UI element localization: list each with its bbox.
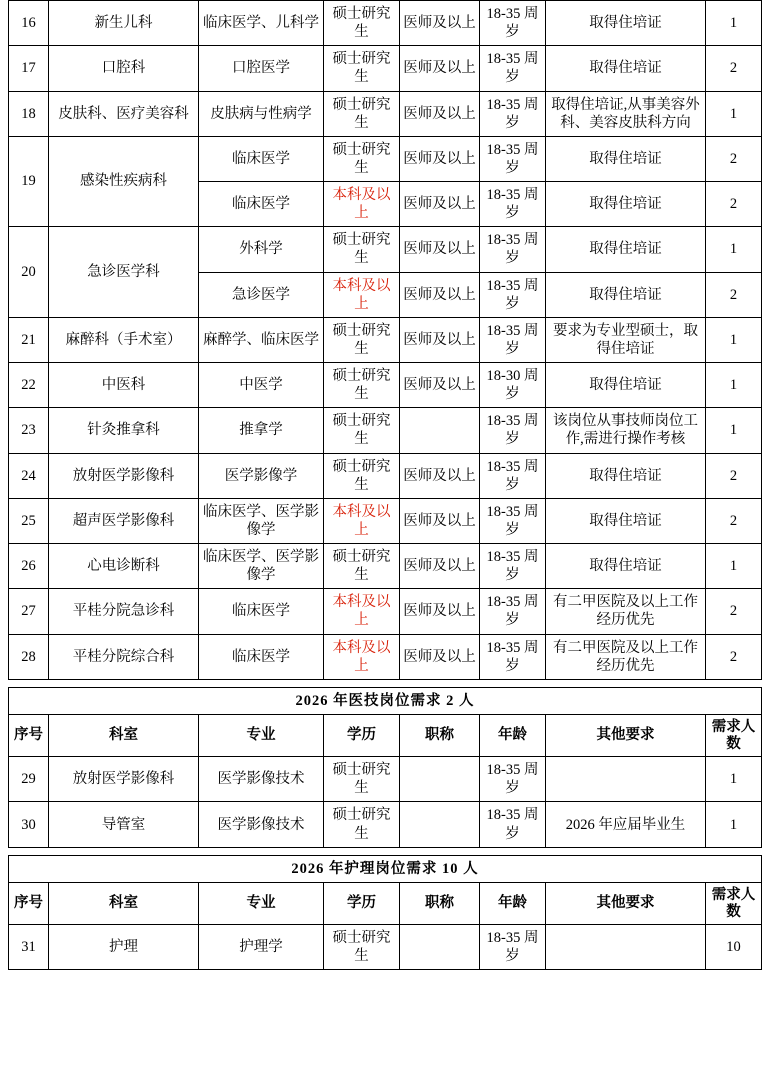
- cell-other: 取得住培证: [546, 363, 706, 408]
- cell-title: 医师及以上: [400, 544, 480, 589]
- cell-major: 临床医学、医学影像学: [199, 544, 324, 589]
- medical-tech-header-row: [9, 714, 762, 756]
- cell-age: 18-35 周岁: [480, 634, 546, 679]
- cell-title: [400, 802, 480, 847]
- cell-title: 医师及以上: [400, 363, 480, 408]
- medical-tech-positions-table: [8, 687, 762, 848]
- cell-age: 18-35 周岁: [480, 757, 546, 802]
- nursing-body: [9, 855, 762, 970]
- cell-title: 医师及以上: [400, 136, 480, 181]
- cell-age: 18-35 周岁: [480, 408, 546, 453]
- cell-age: 18-30 周岁: [480, 363, 546, 408]
- cell-major: 中医学: [199, 363, 324, 408]
- cell-edu: 硕士研究生: [324, 363, 400, 408]
- cell-no: 20: [9, 227, 49, 318]
- table-row: [9, 317, 762, 362]
- cell-age: 18-35 周岁: [480, 802, 546, 847]
- cell-major: 皮肤病与性病学: [199, 91, 324, 136]
- cell-other: 取得住培证: [546, 544, 706, 589]
- cell-edu: 硕士研究生: [324, 46, 400, 91]
- cell-age: 18-35 周岁: [480, 46, 546, 91]
- cell-no: 31: [9, 925, 49, 970]
- nursing-header-row: [9, 882, 762, 924]
- cell-age: 18-35 周岁: [480, 1, 546, 46]
- cell-major: 医学影像学: [199, 453, 324, 498]
- cell-dept: 心电诊断科: [49, 544, 199, 589]
- table-row: [9, 634, 762, 679]
- cell-edu: 硕士研究生: [324, 757, 400, 802]
- header-dept: 科室: [49, 714, 199, 756]
- cell-edu: 本科及以上: [324, 589, 400, 634]
- cell-no: 28: [9, 634, 49, 679]
- cell-other: [546, 925, 706, 970]
- header-title: 职称: [400, 882, 480, 924]
- cell-other: 取得住培证: [546, 182, 706, 227]
- cell-title: 医师及以上: [400, 453, 480, 498]
- cell-edu: 本科及以上: [324, 272, 400, 317]
- cell-major: 临床医学: [199, 182, 324, 227]
- clinical-positions-body: [9, 1, 762, 680]
- cell-dept: 中医科: [49, 363, 199, 408]
- cell-count: 1: [706, 227, 762, 272]
- cell-dept: 皮肤科、医疗美容科: [49, 91, 199, 136]
- cell-title: 医师及以上: [400, 91, 480, 136]
- cell-major: 口腔医学: [199, 46, 324, 91]
- header-title: 职称: [400, 714, 480, 756]
- cell-title: 医师及以上: [400, 46, 480, 91]
- cell-dept: 麻醉科（手术室）: [49, 317, 199, 362]
- cell-count: 2: [706, 46, 762, 91]
- cell-count: 1: [706, 544, 762, 589]
- table-row: [9, 363, 762, 408]
- cell-count: 1: [706, 91, 762, 136]
- cell-count: 10: [706, 925, 762, 970]
- cell-title: [400, 925, 480, 970]
- cell-dept: 急诊医学科: [49, 227, 199, 318]
- cell-no: 23: [9, 408, 49, 453]
- header-count: 需求人数: [706, 714, 762, 756]
- table-row: [9, 589, 762, 634]
- clinical-positions-table: [8, 0, 762, 680]
- cell-edu: 硕士研究生: [324, 1, 400, 46]
- cell-age: 18-35 周岁: [480, 317, 546, 362]
- cell-edu: 硕士研究生: [324, 925, 400, 970]
- cell-major: 临床医学: [199, 634, 324, 679]
- medical-tech-section-title: 2026 年医技岗位需求 2 人: [9, 687, 762, 714]
- table-row: [9, 136, 762, 181]
- cell-dept: 超声医学影像科: [49, 498, 199, 543]
- nursing-section-title-row: [9, 855, 762, 882]
- cell-major: 护理学: [199, 925, 324, 970]
- cell-major: 临床医学: [199, 136, 324, 181]
- cell-title: 医师及以上: [400, 182, 480, 227]
- cell-count: 1: [706, 363, 762, 408]
- table-row: [9, 227, 762, 272]
- cell-no: 29: [9, 757, 49, 802]
- table-row: [9, 46, 762, 91]
- cell-age: 18-35 周岁: [480, 589, 546, 634]
- cell-other: 该岗位从事技师岗位工作,需进行操作考核: [546, 408, 706, 453]
- cell-edu: 硕士研究生: [324, 453, 400, 498]
- header-count: 需求人数: [706, 882, 762, 924]
- table-row: [9, 91, 762, 136]
- cell-count: 1: [706, 1, 762, 46]
- cell-title: 医师及以上: [400, 589, 480, 634]
- cell-no: 26: [9, 544, 49, 589]
- table-row: [9, 544, 762, 589]
- cell-dept: 新生儿科: [49, 1, 199, 46]
- cell-age: 18-35 周岁: [480, 453, 546, 498]
- cell-edu: 硕士研究生: [324, 227, 400, 272]
- cell-count: 2: [706, 182, 762, 227]
- cell-edu: 本科及以上: [324, 634, 400, 679]
- table-row: [9, 757, 762, 802]
- cell-major: 临床医学: [199, 589, 324, 634]
- cell-age: 18-35 周岁: [480, 544, 546, 589]
- table-row: [9, 453, 762, 498]
- header-no: 序号: [9, 882, 49, 924]
- cell-other: 取得住培证: [546, 136, 706, 181]
- medical-tech-body: [9, 687, 762, 847]
- cell-no: 19: [9, 136, 49, 227]
- cell-other: 有二甲医院及以上工作经历优先: [546, 589, 706, 634]
- cell-dept: 平桂分院急诊科: [49, 589, 199, 634]
- cell-age: 18-35 周岁: [480, 925, 546, 970]
- cell-count: 1: [706, 317, 762, 362]
- cell-other: 要求为专业型硕士，取得住培证: [546, 317, 706, 362]
- cell-dept: 导管室: [49, 802, 199, 847]
- cell-other: 取得住培证: [546, 227, 706, 272]
- header-edu: 学历: [324, 882, 400, 924]
- cell-major: 临床医学、医学影像学: [199, 498, 324, 543]
- cell-no: 21: [9, 317, 49, 362]
- cell-title: [400, 408, 480, 453]
- header-major: 专业: [199, 714, 324, 756]
- cell-other: 取得住培证: [546, 272, 706, 317]
- cell-other: [546, 757, 706, 802]
- cell-dept: 口腔科: [49, 46, 199, 91]
- cell-major: 推拿学: [199, 408, 324, 453]
- cell-count: 1: [706, 802, 762, 847]
- cell-no: 30: [9, 802, 49, 847]
- cell-other: 2026 年应届毕业生: [546, 802, 706, 847]
- cell-edu: 硕士研究生: [324, 544, 400, 589]
- cell-title: 医师及以上: [400, 1, 480, 46]
- cell-age: 18-35 周岁: [480, 136, 546, 181]
- cell-count: 2: [706, 498, 762, 543]
- cell-age: 18-35 周岁: [480, 182, 546, 227]
- header-dept: 科室: [49, 882, 199, 924]
- cell-count: 2: [706, 453, 762, 498]
- cell-no: 25: [9, 498, 49, 543]
- header-age: 年龄: [480, 882, 546, 924]
- cell-major: 急诊医学: [199, 272, 324, 317]
- cell-major: 医学影像技术: [199, 757, 324, 802]
- cell-title: [400, 757, 480, 802]
- header-no: 序号: [9, 714, 49, 756]
- nursing-section-title: 2026 年护理岗位需求 10 人: [9, 855, 762, 882]
- cell-edu: 本科及以上: [324, 498, 400, 543]
- header-other: 其他要求: [546, 714, 706, 756]
- cell-dept: 放射医学影像科: [49, 757, 199, 802]
- cell-dept: 护理: [49, 925, 199, 970]
- cell-title: 医师及以上: [400, 498, 480, 543]
- cell-count: 2: [706, 589, 762, 634]
- cell-edu: 硕士研究生: [324, 136, 400, 181]
- cell-other: 取得住培证,从事美容外科、美容皮肤科方向: [546, 91, 706, 136]
- cell-count: 2: [706, 136, 762, 181]
- cell-age: 18-35 周岁: [480, 91, 546, 136]
- cell-major: 医学影像技术: [199, 802, 324, 847]
- cell-dept: 放射医学影像科: [49, 453, 199, 498]
- header-major: 专业: [199, 882, 324, 924]
- cell-age: 18-35 周岁: [480, 272, 546, 317]
- cell-age: 18-35 周岁: [480, 227, 546, 272]
- cell-major: 临床医学、儿科学: [199, 1, 324, 46]
- header-other: 其他要求: [546, 882, 706, 924]
- cell-count: 2: [706, 634, 762, 679]
- cell-edu: 硕士研究生: [324, 317, 400, 362]
- cell-count: 1: [706, 408, 762, 453]
- cell-dept: 针灸推拿科: [49, 408, 199, 453]
- cell-title: 医师及以上: [400, 227, 480, 272]
- table-row: [9, 802, 762, 847]
- medical-tech-section-title-row: [9, 687, 762, 714]
- cell-major: 外科学: [199, 227, 324, 272]
- cell-no: 24: [9, 453, 49, 498]
- cell-dept: 感染性疾病科: [49, 136, 199, 227]
- cell-dept: 平桂分院综合科: [49, 634, 199, 679]
- cell-title: 医师及以上: [400, 317, 480, 362]
- cell-title: 医师及以上: [400, 634, 480, 679]
- nursing-positions-table: [8, 855, 762, 971]
- cell-age: 18-35 周岁: [480, 498, 546, 543]
- cell-no: 18: [9, 91, 49, 136]
- cell-edu: 硕士研究生: [324, 91, 400, 136]
- cell-edu: 硕士研究生: [324, 408, 400, 453]
- table-row: [9, 498, 762, 543]
- table-row: [9, 925, 762, 970]
- cell-no: 16: [9, 1, 49, 46]
- cell-count: 1: [706, 757, 762, 802]
- cell-no: 22: [9, 363, 49, 408]
- header-age: 年龄: [480, 714, 546, 756]
- cell-no: 27: [9, 589, 49, 634]
- header-edu: 学历: [324, 714, 400, 756]
- cell-edu: 硕士研究生: [324, 802, 400, 847]
- table-row: [9, 408, 762, 453]
- cell-other: 有二甲医院及以上工作经历优先: [546, 634, 706, 679]
- cell-count: 2: [706, 272, 762, 317]
- cell-other: 取得住培证: [546, 498, 706, 543]
- cell-no: 17: [9, 46, 49, 91]
- cell-major: 麻醉学、临床医学: [199, 317, 324, 362]
- cell-other: 取得住培证: [546, 453, 706, 498]
- cell-title: 医师及以上: [400, 272, 480, 317]
- cell-other: 取得住培证: [546, 1, 706, 46]
- cell-other: 取得住培证: [546, 46, 706, 91]
- cell-edu: 本科及以上: [324, 182, 400, 227]
- table-row: [9, 1, 762, 46]
